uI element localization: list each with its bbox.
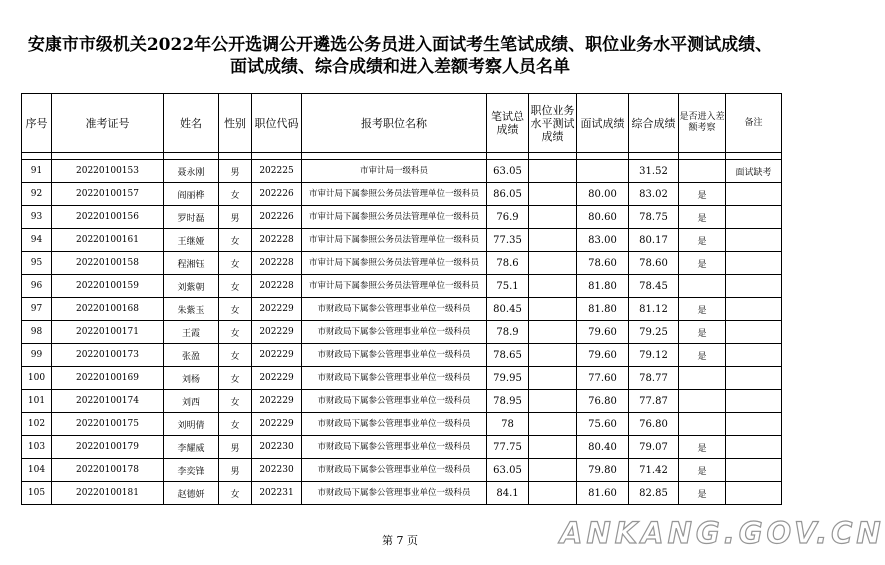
cell-position-name: 市财政局下属参公管理事业单位一级科员 xyxy=(302,482,487,505)
cell-written-score: 78.6 xyxy=(487,252,529,275)
header-written-score: 笔试总成绩 xyxy=(487,94,529,153)
cell-enter-inspection: 是 xyxy=(679,229,726,252)
cell-exam-no: 20220100153 xyxy=(52,160,164,183)
cell-remark xyxy=(726,252,782,275)
cell-written-score: 77.75 xyxy=(487,436,529,459)
table-row xyxy=(22,436,782,459)
cell-total-score: 78.75 xyxy=(629,206,679,229)
table-row xyxy=(22,206,782,229)
cell-interview-score: 76.80 xyxy=(577,390,629,413)
cell-remark xyxy=(726,321,782,344)
cell-remark xyxy=(726,459,782,482)
cell-remark xyxy=(726,436,782,459)
site-watermark: ANKANG.GOV.CN xyxy=(560,516,885,550)
cell-exam-no: 20220100171 xyxy=(52,321,164,344)
cell-skill-score xyxy=(529,344,577,367)
cell-interview-score: 81.80 xyxy=(577,275,629,298)
cell-exam-no: 20220100157 xyxy=(52,183,164,206)
cell-seq: 91 xyxy=(22,160,52,183)
cell-exam-no: 20220100179 xyxy=(52,436,164,459)
document-title xyxy=(0,34,800,78)
cell-gender: 女 xyxy=(219,252,252,275)
cell-total-score: 79.25 xyxy=(629,321,679,344)
cell-gender: 女 xyxy=(219,482,252,505)
cell-seq: 97 xyxy=(22,298,52,321)
cell-seq: 103 xyxy=(22,436,52,459)
cell-name: 王继娅 xyxy=(164,229,219,252)
header-total-score: 综合成绩 xyxy=(629,94,679,153)
cell-position-code: 202231 xyxy=(252,482,302,505)
cell-seq: 101 xyxy=(22,390,52,413)
cell-skill-score xyxy=(529,183,577,206)
cell-written-score: 77.35 xyxy=(487,229,529,252)
cell-enter-inspection: 是 xyxy=(679,436,726,459)
table-row xyxy=(22,275,782,298)
cell-skill-score xyxy=(529,459,577,482)
cell-remark xyxy=(726,390,782,413)
cell-name: 朱紫玉 xyxy=(164,298,219,321)
cell-total-score: 76.80 xyxy=(629,413,679,436)
cell-position-code: 202225 xyxy=(252,160,302,183)
table-row xyxy=(22,298,782,321)
header-spacer-row xyxy=(22,153,782,160)
cell-skill-score xyxy=(529,436,577,459)
cell-gender: 女 xyxy=(219,321,252,344)
cell-position-name: 市财政局下属参公管理事业单位一级科员 xyxy=(302,459,487,482)
cell-gender: 女 xyxy=(219,367,252,390)
cell-position-code: 202228 xyxy=(252,252,302,275)
cell-exam-no: 20220100158 xyxy=(52,252,164,275)
cell-written-score: 84.1 xyxy=(487,482,529,505)
cell-written-score: 86.05 xyxy=(487,183,529,206)
cell-interview-score: 79.80 xyxy=(577,459,629,482)
score-table xyxy=(21,93,782,505)
cell-exam-no: 20220100175 xyxy=(52,413,164,436)
header-exam-no: 准考证号 xyxy=(52,94,164,153)
cell-gender: 男 xyxy=(219,436,252,459)
header-enter-inspection: 是否进入差额考察 xyxy=(679,94,726,153)
cell-total-score: 80.17 xyxy=(629,229,679,252)
cell-position-name: 市审计局一级科员 xyxy=(302,160,487,183)
header-position-code: 职位代码 xyxy=(252,94,302,153)
table-row xyxy=(22,413,782,436)
table-row xyxy=(22,321,782,344)
cell-seq: 94 xyxy=(22,229,52,252)
cell-interview-score: 80.40 xyxy=(577,436,629,459)
header-position-name: 报考职位名称 xyxy=(302,94,487,153)
cell-enter-inspection: 是 xyxy=(679,183,726,206)
cell-interview-score: 81.60 xyxy=(577,482,629,505)
cell-name: 阎丽桦 xyxy=(164,183,219,206)
header-seq: 序号 xyxy=(22,94,52,153)
cell-name: 程湘钰 xyxy=(164,252,219,275)
cell-enter-inspection xyxy=(679,367,726,390)
table-row xyxy=(22,367,782,390)
cell-exam-no: 20220100178 xyxy=(52,459,164,482)
cell-position-code: 202228 xyxy=(252,275,302,298)
table-row xyxy=(22,229,782,252)
cell-position-name: 市审计局下属参照公务员法管理单位一级科员 xyxy=(302,183,487,206)
cell-gender: 男 xyxy=(219,160,252,183)
header-interview-score: 面试成绩 xyxy=(577,94,629,153)
cell-interview-score: 80.00 xyxy=(577,183,629,206)
cell-enter-inspection xyxy=(679,390,726,413)
cell-position-name: 市审计局下属参照公务员法管理单位一级科员 xyxy=(302,275,487,298)
cell-exam-no: 20220100174 xyxy=(52,390,164,413)
cell-exam-no: 20220100159 xyxy=(52,275,164,298)
cell-position-code: 202229 xyxy=(252,390,302,413)
table-row xyxy=(22,459,782,482)
cell-name: 聂永刚 xyxy=(164,160,219,183)
cell-seq: 92 xyxy=(22,183,52,206)
cell-remark xyxy=(726,229,782,252)
cell-position-code: 202229 xyxy=(252,367,302,390)
cell-remark xyxy=(726,413,782,436)
cell-gender: 女 xyxy=(219,275,252,298)
cell-skill-score xyxy=(529,275,577,298)
cell-name: 刘紫朝 xyxy=(164,275,219,298)
cell-remark xyxy=(726,344,782,367)
cell-position-name: 市审计局下属参照公务员法管理单位一级科员 xyxy=(302,229,487,252)
cell-name: 张盈 xyxy=(164,344,219,367)
cell-interview-score: 81.80 xyxy=(577,298,629,321)
cell-total-score: 78.45 xyxy=(629,275,679,298)
header-skill-score: 职位业务水平测试成绩 xyxy=(529,94,577,153)
cell-enter-inspection: 是 xyxy=(679,482,726,505)
cell-skill-score xyxy=(529,482,577,505)
cell-written-score: 78.65 xyxy=(487,344,529,367)
cell-gender: 女 xyxy=(219,390,252,413)
cell-exam-no: 20220100168 xyxy=(52,298,164,321)
cell-written-score: 76.9 xyxy=(487,206,529,229)
cell-name: 李耀威 xyxy=(164,436,219,459)
table-body xyxy=(22,160,782,505)
cell-seq: 93 xyxy=(22,206,52,229)
cell-position-name: 市财政局下属参公管理事业单位一级科员 xyxy=(302,390,487,413)
cell-written-score: 75.1 xyxy=(487,275,529,298)
cell-written-score: 78 xyxy=(487,413,529,436)
cell-name: 刘明倩 xyxy=(164,413,219,436)
cell-position-name: 市财政局下属参公管理事业单位一级科员 xyxy=(302,436,487,459)
cell-seq: 102 xyxy=(22,413,52,436)
cell-total-score: 78.60 xyxy=(629,252,679,275)
cell-interview-score: 80.60 xyxy=(577,206,629,229)
cell-gender: 女 xyxy=(219,344,252,367)
cell-interview-score: 75.60 xyxy=(577,413,629,436)
cell-position-name: 市审计局下属参照公务员法管理单位一级科员 xyxy=(302,206,487,229)
cell-skill-score xyxy=(529,252,577,275)
cell-name: 刘杨 xyxy=(164,367,219,390)
cell-written-score: 63.05 xyxy=(487,459,529,482)
table-row xyxy=(22,344,782,367)
cell-remark xyxy=(726,183,782,206)
cell-enter-inspection: 是 xyxy=(679,298,726,321)
cell-total-score: 81.12 xyxy=(629,298,679,321)
cell-written-score: 79.95 xyxy=(487,367,529,390)
cell-seq: 96 xyxy=(22,275,52,298)
cell-interview-score: 83.00 xyxy=(577,229,629,252)
cell-skill-score xyxy=(529,229,577,252)
cell-position-name: 市财政局下属参公管理事业单位一级科员 xyxy=(302,367,487,390)
page-number: 第 7 页 xyxy=(382,534,418,547)
cell-skill-score xyxy=(529,413,577,436)
cell-skill-score xyxy=(529,298,577,321)
cell-exam-no: 20220100156 xyxy=(52,206,164,229)
cell-exam-no: 20220100169 xyxy=(52,367,164,390)
table-row xyxy=(22,482,782,505)
cell-total-score: 82.85 xyxy=(629,482,679,505)
cell-exam-no: 20220100161 xyxy=(52,229,164,252)
cell-remark xyxy=(726,206,782,229)
cell-seq: 95 xyxy=(22,252,52,275)
cell-name: 赵德妍 xyxy=(164,482,219,505)
cell-position-code: 202230 xyxy=(252,436,302,459)
cell-position-code: 202229 xyxy=(252,413,302,436)
cell-total-score: 31.52 xyxy=(629,160,679,183)
cell-interview-score: 79.60 xyxy=(577,344,629,367)
cell-gender: 男 xyxy=(219,206,252,229)
cell-total-score: 71.42 xyxy=(629,459,679,482)
header-name: 姓名 xyxy=(164,94,219,153)
cell-total-score: 79.07 xyxy=(629,436,679,459)
cell-total-score: 77.87 xyxy=(629,390,679,413)
cell-enter-inspection: 是 xyxy=(679,321,726,344)
cell-exam-no: 20220100181 xyxy=(52,482,164,505)
cell-written-score: 63.05 xyxy=(487,160,529,183)
cell-written-score: 78.95 xyxy=(487,390,529,413)
cell-position-name: 市财政局下属参公管理事业单位一级科员 xyxy=(302,321,487,344)
cell-position-name: 市财政局下属参公管理事业单位一级科员 xyxy=(302,298,487,321)
cell-gender: 女 xyxy=(219,298,252,321)
cell-enter-inspection xyxy=(679,413,726,436)
cell-enter-inspection: 是 xyxy=(679,252,726,275)
cell-position-name: 市审计局下属参照公务员法管理单位一级科员 xyxy=(302,252,487,275)
cell-position-name: 市财政局下属参公管理事业单位一级科员 xyxy=(302,344,487,367)
cell-total-score: 83.02 xyxy=(629,183,679,206)
cell-position-code: 202228 xyxy=(252,229,302,252)
cell-position-code: 202229 xyxy=(252,298,302,321)
cell-position-code: 202229 xyxy=(252,321,302,344)
cell-position-code: 202229 xyxy=(252,344,302,367)
cell-remark xyxy=(726,367,782,390)
table-row xyxy=(22,390,782,413)
cell-position-code: 202226 xyxy=(252,206,302,229)
header-gender: 性别 xyxy=(219,94,252,153)
cell-position-code: 202226 xyxy=(252,183,302,206)
cell-seq: 99 xyxy=(22,344,52,367)
cell-name: 罗时磊 xyxy=(164,206,219,229)
cell-total-score: 78.77 xyxy=(629,367,679,390)
cell-gender: 女 xyxy=(219,413,252,436)
cell-remark xyxy=(726,275,782,298)
cell-total-score: 79.12 xyxy=(629,344,679,367)
table-header-row xyxy=(22,94,782,153)
cell-interview-score: 77.60 xyxy=(577,367,629,390)
cell-interview-score xyxy=(577,160,629,183)
table-row xyxy=(22,183,782,206)
cell-enter-inspection: 是 xyxy=(679,344,726,367)
cell-remark xyxy=(726,298,782,321)
title-line-1: 安康市市级机关2022年公开选调公开遴选公务员进入面试考生笔试成绩、职位业务水平测试成绩、 xyxy=(27,35,773,55)
cell-interview-score: 79.60 xyxy=(577,321,629,344)
cell-position-name: 市财政局下属参公管理事业单位一级科员 xyxy=(302,413,487,436)
cell-interview-score: 78.60 xyxy=(577,252,629,275)
cell-written-score: 80.45 xyxy=(487,298,529,321)
cell-position-code: 202230 xyxy=(252,459,302,482)
cell-skill-score xyxy=(529,390,577,413)
cell-skill-score xyxy=(529,206,577,229)
cell-exam-no: 20220100173 xyxy=(52,344,164,367)
header-remark: 备注 xyxy=(726,94,782,153)
cell-enter-inspection xyxy=(679,275,726,298)
cell-remark xyxy=(726,482,782,505)
cell-remark: 面试缺考 xyxy=(726,160,782,183)
cell-seq: 104 xyxy=(22,459,52,482)
cell-gender: 女 xyxy=(219,183,252,206)
cell-seq: 100 xyxy=(22,367,52,390)
table-row xyxy=(22,252,782,275)
cell-skill-score xyxy=(529,160,577,183)
cell-enter-inspection: 是 xyxy=(679,206,726,229)
cell-seq: 105 xyxy=(22,482,52,505)
cell-seq: 98 xyxy=(22,321,52,344)
cell-enter-inspection: 是 xyxy=(679,459,726,482)
table-row xyxy=(22,160,782,183)
cell-enter-inspection xyxy=(679,160,726,183)
cell-name: 刘西 xyxy=(164,390,219,413)
cell-name: 李奕锋 xyxy=(164,459,219,482)
cell-skill-score xyxy=(529,367,577,390)
cell-name: 王霞 xyxy=(164,321,219,344)
cell-written-score: 78.9 xyxy=(487,321,529,344)
cell-gender: 男 xyxy=(219,459,252,482)
title-line-2: 面试成绩、综合成绩和进入差额考察人员名单 xyxy=(230,57,570,77)
cell-skill-score xyxy=(529,321,577,344)
cell-gender: 女 xyxy=(219,229,252,252)
